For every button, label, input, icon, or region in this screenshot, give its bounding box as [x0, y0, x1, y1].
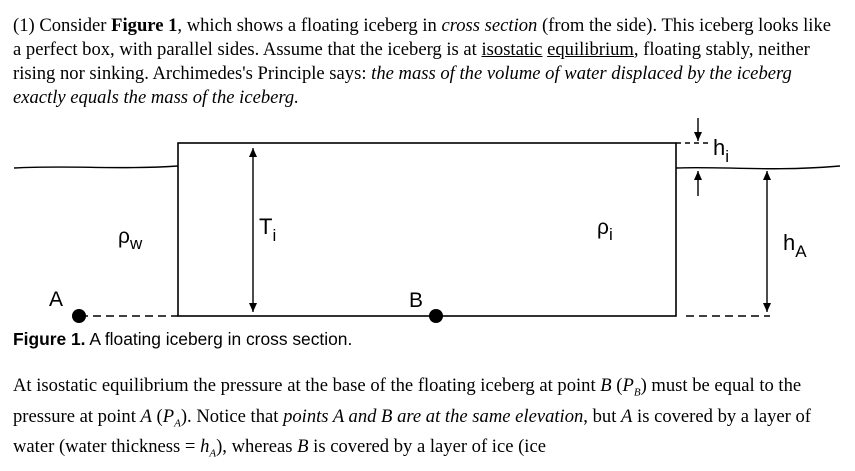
- point-a-dot: [72, 309, 86, 323]
- point-b-dot: [429, 309, 443, 323]
- water-surface-right: [676, 166, 840, 169]
- eq-point-b-2: B: [297, 436, 309, 458]
- ha-label: $h_A$: [783, 230, 807, 261]
- eq-text-3: ) must be equal to the pressure at point: [13, 375, 802, 427]
- intro-text-2: (from the side). This iceberg looks like a perfect box, with parallel sides. Assume that the iceberg is at: [13, 15, 831, 60]
- water-thickness-ha: $h_A$: [200, 436, 217, 461]
- eq-text-7: is covered by a layer of water (water thickness =: [13, 405, 812, 458]
- equilibrium-paragraph: [13, 374, 843, 466]
- hi-label: $h_i$: [713, 135, 730, 166]
- point-b-label: B: [409, 289, 424, 312]
- pressure-a: $P_A$: [162, 405, 181, 430]
- iceberg-figure: [0, 115, 855, 330]
- eq-point-a-2: A: [621, 405, 633, 427]
- eq-text-4: (: [151, 405, 163, 427]
- intro-paragraph: [13, 14, 843, 110]
- pressure-b: $P_B$: [622, 375, 641, 399]
- figure-caption: [13, 329, 352, 350]
- eq-point-a: A: [140, 405, 152, 427]
- eq-text-9: is covered by a layer of ice (ice: [308, 436, 546, 458]
- eq-text-1: At isostatic equilibrium the pressure at the base of the floating iceberg at point: [13, 375, 601, 396]
- pressure-b-sub: B: [633, 386, 641, 399]
- intro-text-1: , which shows a floating iceberg in: [177, 15, 442, 36]
- same-elevation-note: points A and B are at the same elevation: [283, 405, 584, 427]
- eq-text-5: ). Notice that: [180, 405, 284, 427]
- eq-text-6: , but: [583, 405, 622, 427]
- point-a-label: A: [49, 288, 64, 311]
- rho-w-label: $\rho_w$: [118, 225, 143, 253]
- archimedes-principle: the mass of the volume of water displaced by the iceberg exactly equals the mass of the iceberg.: [13, 63, 792, 108]
- eq-text-8: ), whereas: [216, 436, 298, 458]
- equilibrium-link[interactable]: equilibrium: [547, 39, 634, 60]
- eq-text-2: (: [611, 375, 623, 396]
- intro-text-3: , floating stably, neither rising nor sinking. Archimedes's Principle says:: [13, 39, 810, 84]
- isostatic-link[interactable]: isostatic: [481, 39, 543, 60]
- rho-i-label: $\rho_i$: [597, 216, 613, 244]
- caption-label: Figure 1.: [13, 329, 86, 349]
- figure-ref: Figure 1: [111, 15, 178, 36]
- pressure-a-sub: A: [174, 417, 181, 430]
- water-surface-left: [14, 166, 178, 168]
- water-thickness-sub: A: [209, 448, 217, 461]
- cross-section-term: cross section: [441, 15, 538, 36]
- intro-lead: (1) Consider: [13, 15, 112, 36]
- ti-label: $T_i$: [259, 214, 277, 245]
- eq-point-b: B: [600, 375, 612, 396]
- caption-text: A floating iceberg in cross section.: [85, 329, 353, 349]
